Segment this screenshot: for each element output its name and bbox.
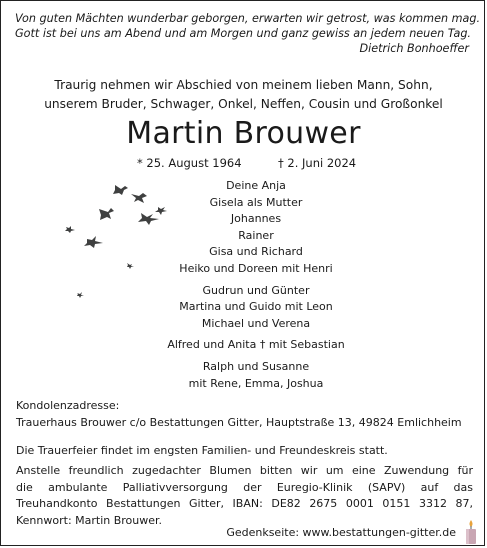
funeral-info: Die Trauerfeier findet im engsten Familien- und Freundeskreis statt. xyxy=(16,444,388,457)
bird-icon xyxy=(113,185,128,195)
condolence-address xyxy=(16,398,473,431)
intro-line-1: Traurig nehmen wir Abschied von meinem lieben Mann, Sohn, xyxy=(54,78,433,92)
mourner: Alfred und Anita † mit Sebastian xyxy=(167,338,345,352)
condolence-address-text: Trauerhaus Brouwer c/o Bestattungen Gitter, Hauptstraße 13, 49824 Emlichheim xyxy=(16,415,462,429)
mourners-list xyxy=(141,178,371,392)
donation-line-2: die ambulante Palliativversorgung der Euregio-Klinik (SAPV) auf das xyxy=(16,480,473,494)
donation-line-3: Treuhandkonto Bestattungen Gitter, IBAN: DE82 2675 0001 0151 3312 87, xyxy=(16,497,473,511)
intro-text xyxy=(1,76,486,114)
bird-icon xyxy=(127,263,134,269)
memorial-website[interactable]: Gedenkseite: www.bestattungen-gitter.de xyxy=(226,526,456,539)
mourner: Michael und Verena xyxy=(201,316,311,330)
mourner: Gudrun und Günter xyxy=(202,283,310,297)
bird-icon xyxy=(65,226,75,233)
bird-icon xyxy=(99,208,114,220)
quote-line-2: Gott ist bei uns am Abend und am Morgen und ganz gewiss an jedem neuen Tag. xyxy=(15,27,471,40)
donation-line-1: Anstelle freundlich zugedachter Blumen bitten wir um eine Zuwendung für xyxy=(16,464,473,477)
mourner: Ralph und Susanne xyxy=(202,359,310,373)
death-date: † 2. Juni 2024 xyxy=(278,156,357,170)
mourner: Deine Anja xyxy=(226,179,286,192)
intro-line-2: unserem Bruder, Schwager, Onkel, Neffen, Cousin und Großonkel xyxy=(44,97,443,111)
mourner: Gisela als Mutter xyxy=(209,195,303,209)
mourner: Johannes xyxy=(230,212,282,226)
bird-icon xyxy=(84,236,103,248)
deceased-name: Martin Brouwer xyxy=(126,116,361,151)
mourner: mit Rene, Emma, Joshua xyxy=(188,376,324,390)
bonhoeffer-quote xyxy=(15,11,481,56)
donation-line-4: Kennwort: Martin Brouwer. xyxy=(16,513,163,527)
quote-line-1: Von guten Mächten wunderbar geborgen, erwarten wir getrost, was kommen mag. xyxy=(15,12,481,25)
donation-request xyxy=(16,463,473,529)
candle-icon xyxy=(464,519,478,545)
mourner: Rainer xyxy=(238,228,274,242)
quote-author: Dietrich Bonhoeffer xyxy=(359,42,469,55)
mourner: Gisa und Richard xyxy=(209,245,303,259)
birth-date: * 25. August 1964 xyxy=(137,156,242,170)
condolence-label: Kondolenzadresse: xyxy=(16,399,120,412)
mourner: Heiko und Doreen mit Henri xyxy=(179,261,333,275)
mourner: Martina und Guido mit Leon xyxy=(179,300,333,314)
bird-icon xyxy=(77,292,84,298)
